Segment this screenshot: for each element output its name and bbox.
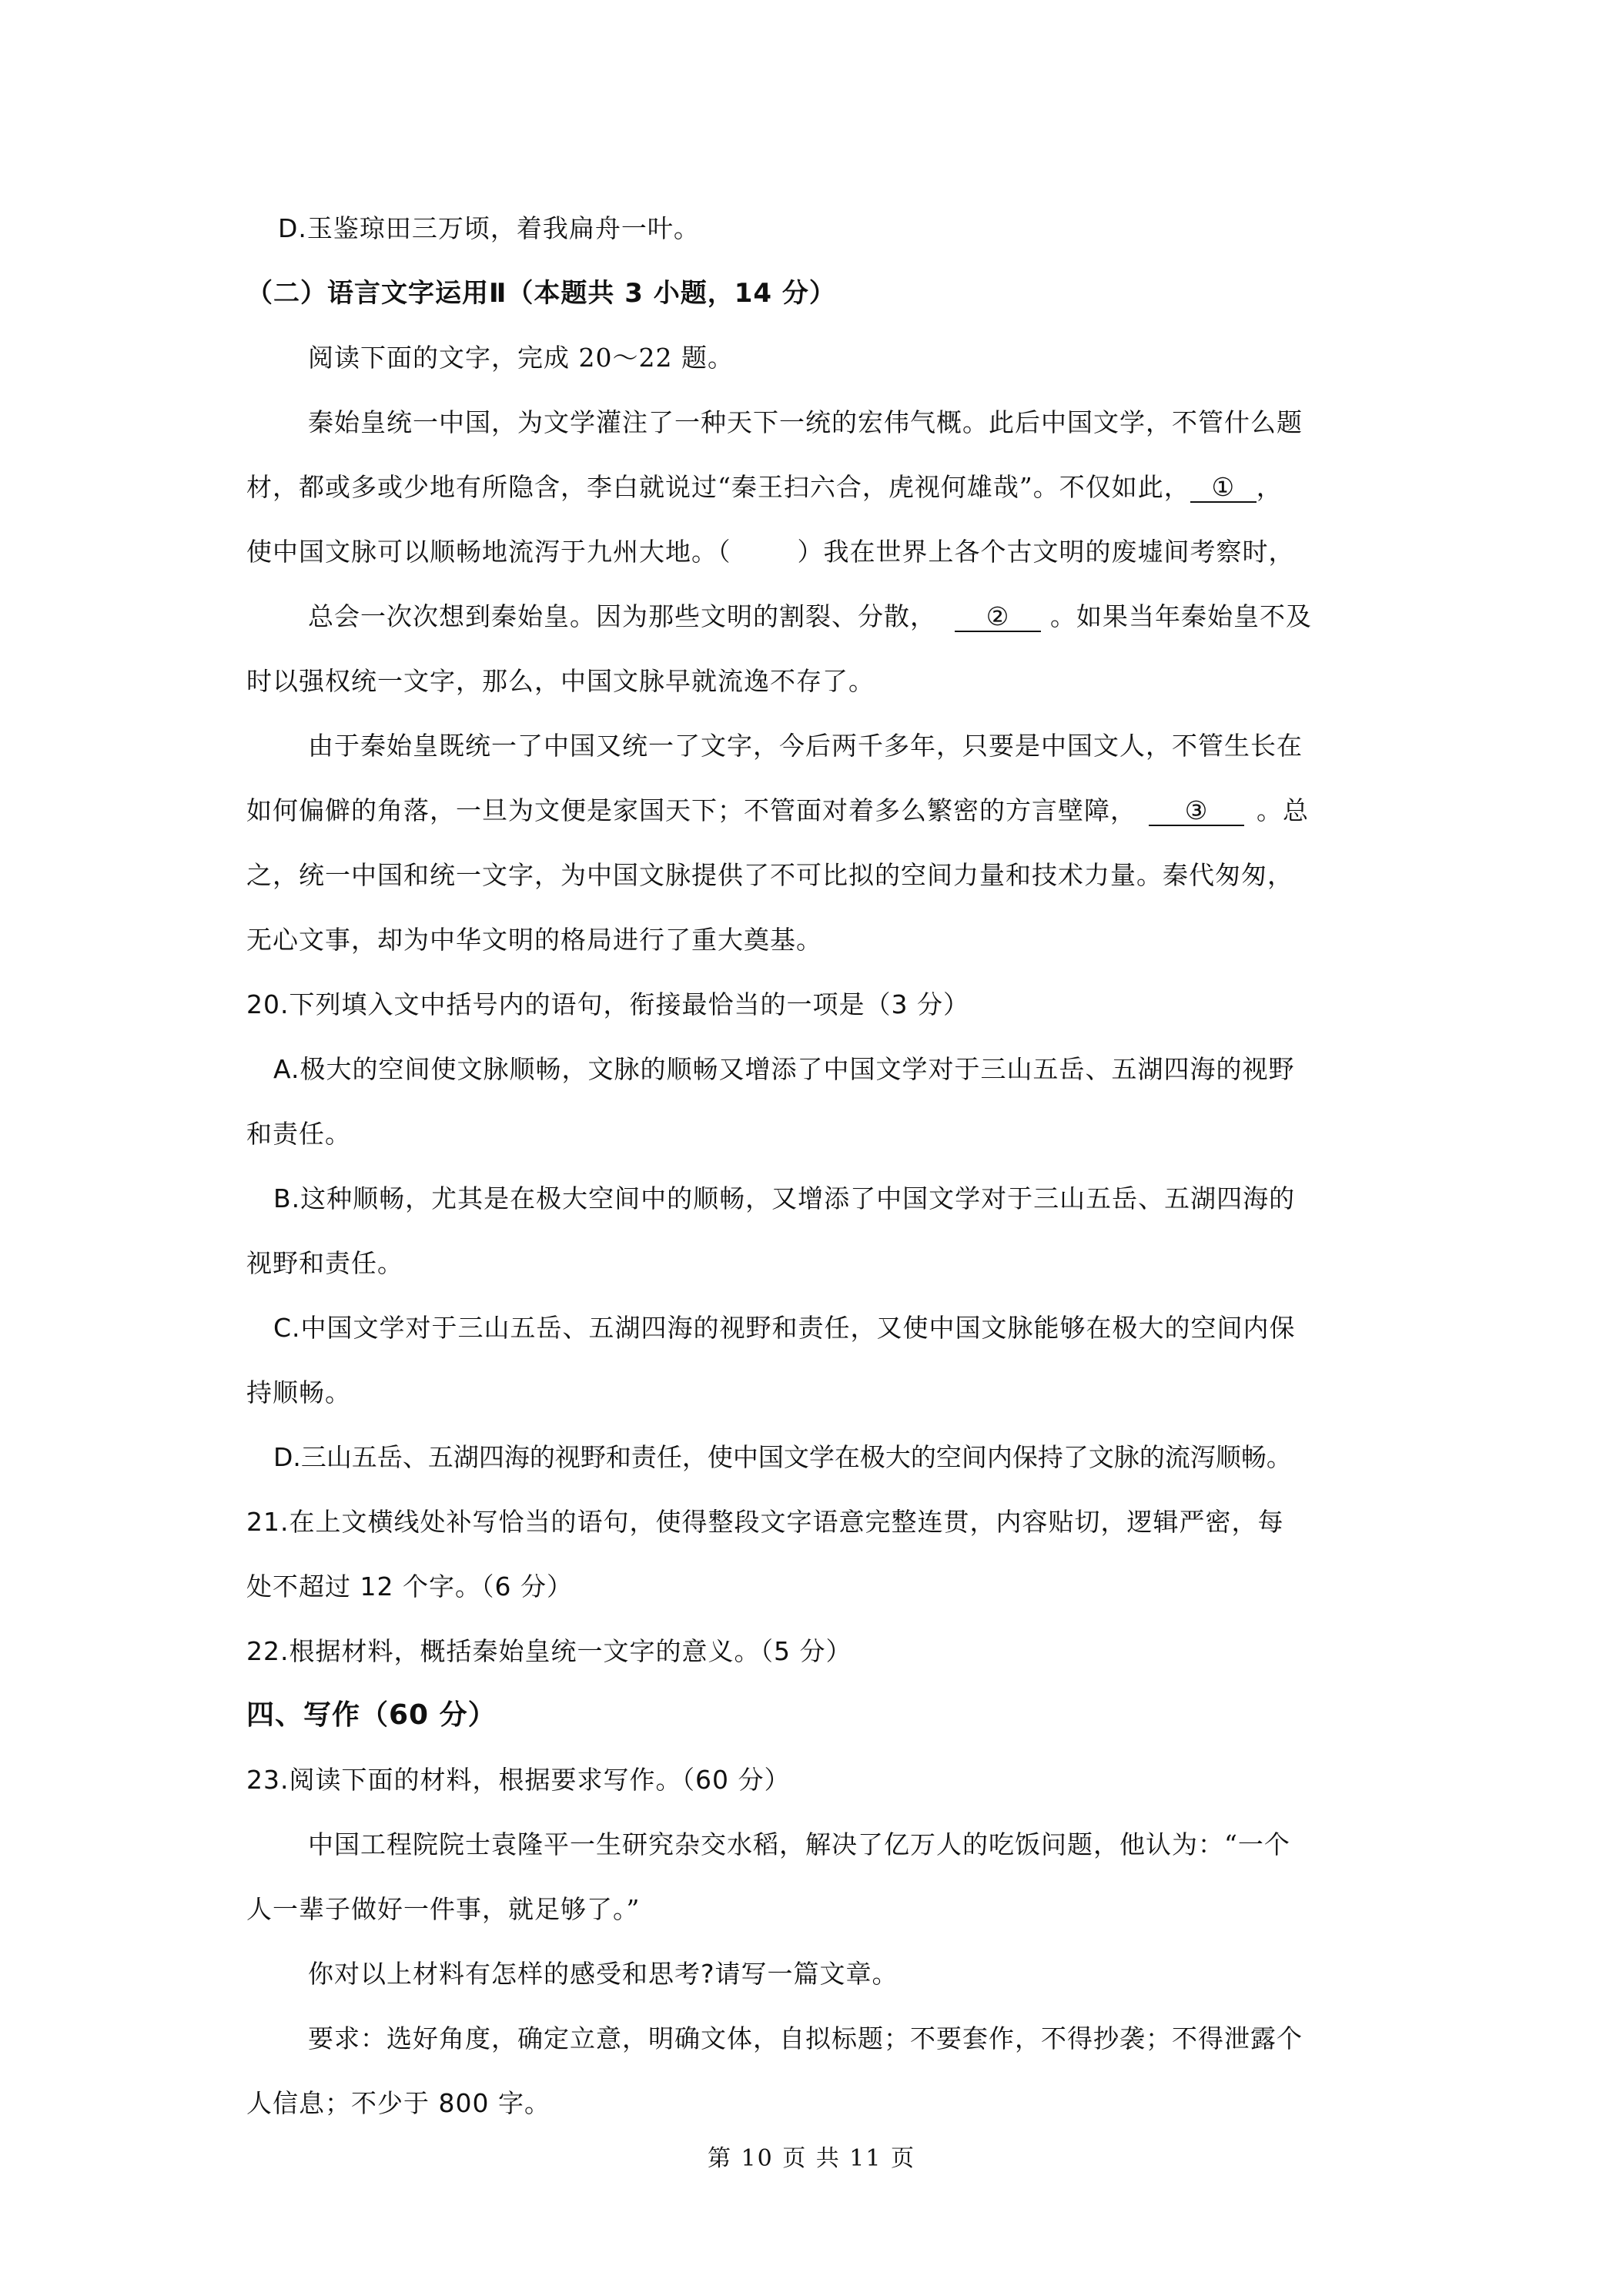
blank-2: ② <box>955 603 1041 632</box>
passage-text: ）我在世界上各个古文明的废墟间考察时， <box>797 537 1295 567</box>
option-20-b-cont: 视野和责任。 <box>246 1248 403 1278</box>
option-20-b: B.这种顺畅，尤其是在极大空间中的顺畅，又增添了中国文学对于三山五岳、五湖四海的 <box>273 1183 1296 1213</box>
section-heading-writing: 四、写作（60 分） <box>246 1699 497 1731</box>
option-d-prev: D.玉鉴琼田三万顷，着我扁舟一叶。 <box>278 213 700 243</box>
writing-requirements-cont: 人信息；不少于 800 字。 <box>246 2088 550 2118</box>
passage-text: 材，都或多或少地有所隐含，李白就说过“秦王扫六合，虎视何雄哉”。不仅如此， <box>246 472 1190 502</box>
writing-material-cont: 人一辈子做好一件事，就足够了。” <box>246 1894 641 1924</box>
question-21-cont: 处不超过 12 个字。（6 分） <box>246 1571 573 1602</box>
option-20-c-cont: 持顺畅。 <box>246 1377 351 1407</box>
option-20-a: A.极大的空间使文脉顺畅，文脉的顺畅又增添了中国文学对于三山五岳、五湖四海的视野 <box>273 1054 1295 1084</box>
section-heading-language-2: （二）语言文字运用Ⅱ（本题共 3 小题，14 分） <box>246 278 836 309</box>
question-20: 20.下列填入文中括号内的语句，衔接最恰当的一项是（3 分） <box>246 989 969 1019</box>
passage-text: 。总 <box>1257 795 1309 825</box>
writing-material: 中国工程院院士袁隆平一生研究杂交水稻，解决了亿万人的吃饭问题，他认为：“一个 <box>308 1829 1290 1859</box>
passage-line <box>246 470 1283 504</box>
option-20-d: D.三山五岳、五湖四海的视野和责任，使中国文学在极大的空间内保持了文脉的流泻顺畅。 <box>273 1442 1292 1472</box>
passage-text: ， <box>1256 472 1283 502</box>
passage-line <box>246 535 1295 569</box>
passage-line <box>308 600 1312 634</box>
passage-line: 无心文事，却为中华文明的格局进行了重大奠基。 <box>246 925 822 955</box>
writing-requirements: 要求：选好角度，确定立意，明确文体，自拟标题；不要套作，不得抄袭；不得泄露个 <box>308 2023 1303 2053</box>
question-21: 21.在上文横线处补写恰当的语句，使得整段文字语意完整连贯，内容贴切，逻辑严密，每 <box>246 1507 1284 1537</box>
blank-3: ③ <box>1149 797 1244 826</box>
passage-text: 总会一次次想到秦始皇。因为那些文明的割裂、分散， <box>308 601 936 631</box>
page-footer: 第 10 页 共 11 页 <box>707 2145 916 2172</box>
passage-line: 由于秦始皇既统一了中国又统一了文字，今后两千多年，只要是中国文人，不管生长在 <box>308 731 1303 761</box>
question-22: 22.根据材料，概括秦始皇统一文字的意义。（5 分） <box>246 1636 852 1666</box>
option-20-c: C.中国文学对于三山五岳、五湖四海的视野和责任，又使中国文脉能够在极大的空间内保 <box>273 1313 1296 1343</box>
passage-text: 。如果当年秦始皇不及 <box>1050 601 1312 631</box>
passage-text: 如何偏僻的角落，一旦为文便是家国天下；不管面对着多么繁密的方言壁障， <box>246 795 1136 825</box>
option-20-a-cont: 和责任。 <box>246 1119 351 1149</box>
question-23: 23.阅读下面的材料，根据要求写作。（60 分） <box>246 1765 791 1795</box>
passage-text: 使中国文脉可以顺畅地流泻于九州大地。（ <box>246 537 731 567</box>
passage-line: 秦始皇统一中国，为文学灌注了一种天下一统的宏伟气概。此后中国文学，不管什么题 <box>308 407 1303 437</box>
writing-prompt: 你对以上材料有怎样的感受和思考?请写一篇文章。 <box>308 1959 899 1989</box>
passage-line: 时以强权统一文字，那么，中国文脉早就流逸不存了。 <box>246 666 875 696</box>
passage-line: 之，统一中国和统一文字，为中国文脉提供了不可比拟的空间力量和技术力量。秦代匆匆， <box>246 860 1293 890</box>
reading-instruction: 阅读下面的文字，完成 20～22 题。 <box>308 343 734 373</box>
blank-1: ① <box>1190 474 1257 503</box>
passage-line <box>246 794 1309 828</box>
